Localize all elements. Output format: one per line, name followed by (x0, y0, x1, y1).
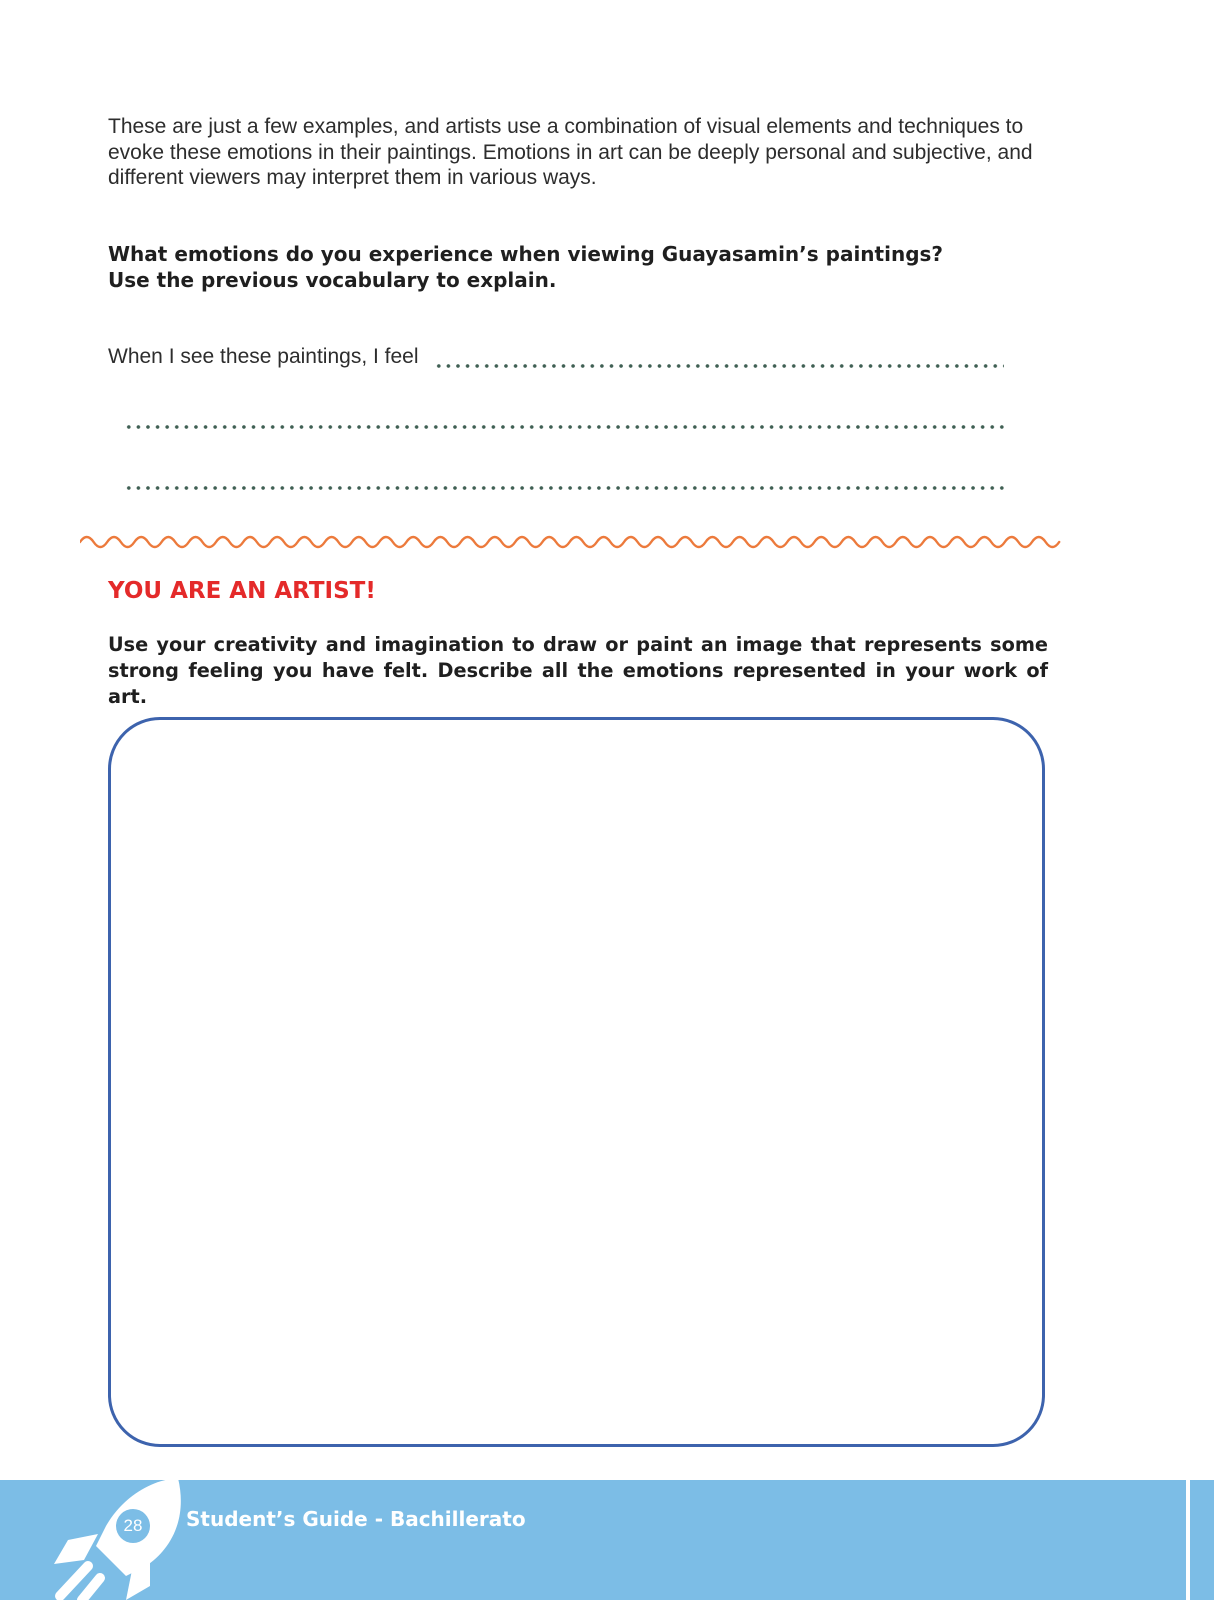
section-title: YOU ARE AN ARTIST! (108, 578, 376, 604)
rocket-icon (38, 1474, 198, 1600)
question-line-2: Use the previous vocabulary to explain. (108, 268, 557, 292)
answer-line-1[interactable] (434, 364, 1004, 368)
drawing-instructions: Use your creativity and imagination to draw or paint an image that represents some strong feeling you have felt. Describe all the emotions represented in your work of art. (108, 633, 1048, 708)
question-block (108, 241, 1058, 293)
answer-prompt: When I see these paintings, I feel (108, 345, 419, 368)
intro-paragraph: These are just a few examples, and artists use a combination of visual elements and techniques to evoke these emotions in their paintings. Emotions in art can be deeply personal and subjective, and different viewers may interpret them in various ways. (108, 115, 1033, 189)
footer-edge-stripe (1186, 1480, 1190, 1600)
question-line-1: What emotions do you experience when viewing Guayasamin’s paintings? (108, 242, 944, 266)
page-number: 28 (116, 1509, 150, 1543)
footer-title: Student’s Guide - Bachillerato (186, 1507, 526, 1531)
answer-line-2[interactable] (124, 425, 1004, 429)
answer-line-3[interactable] (124, 486, 1004, 490)
wavy-divider (80, 530, 1080, 554)
drawing-area[interactable] (108, 717, 1045, 1447)
